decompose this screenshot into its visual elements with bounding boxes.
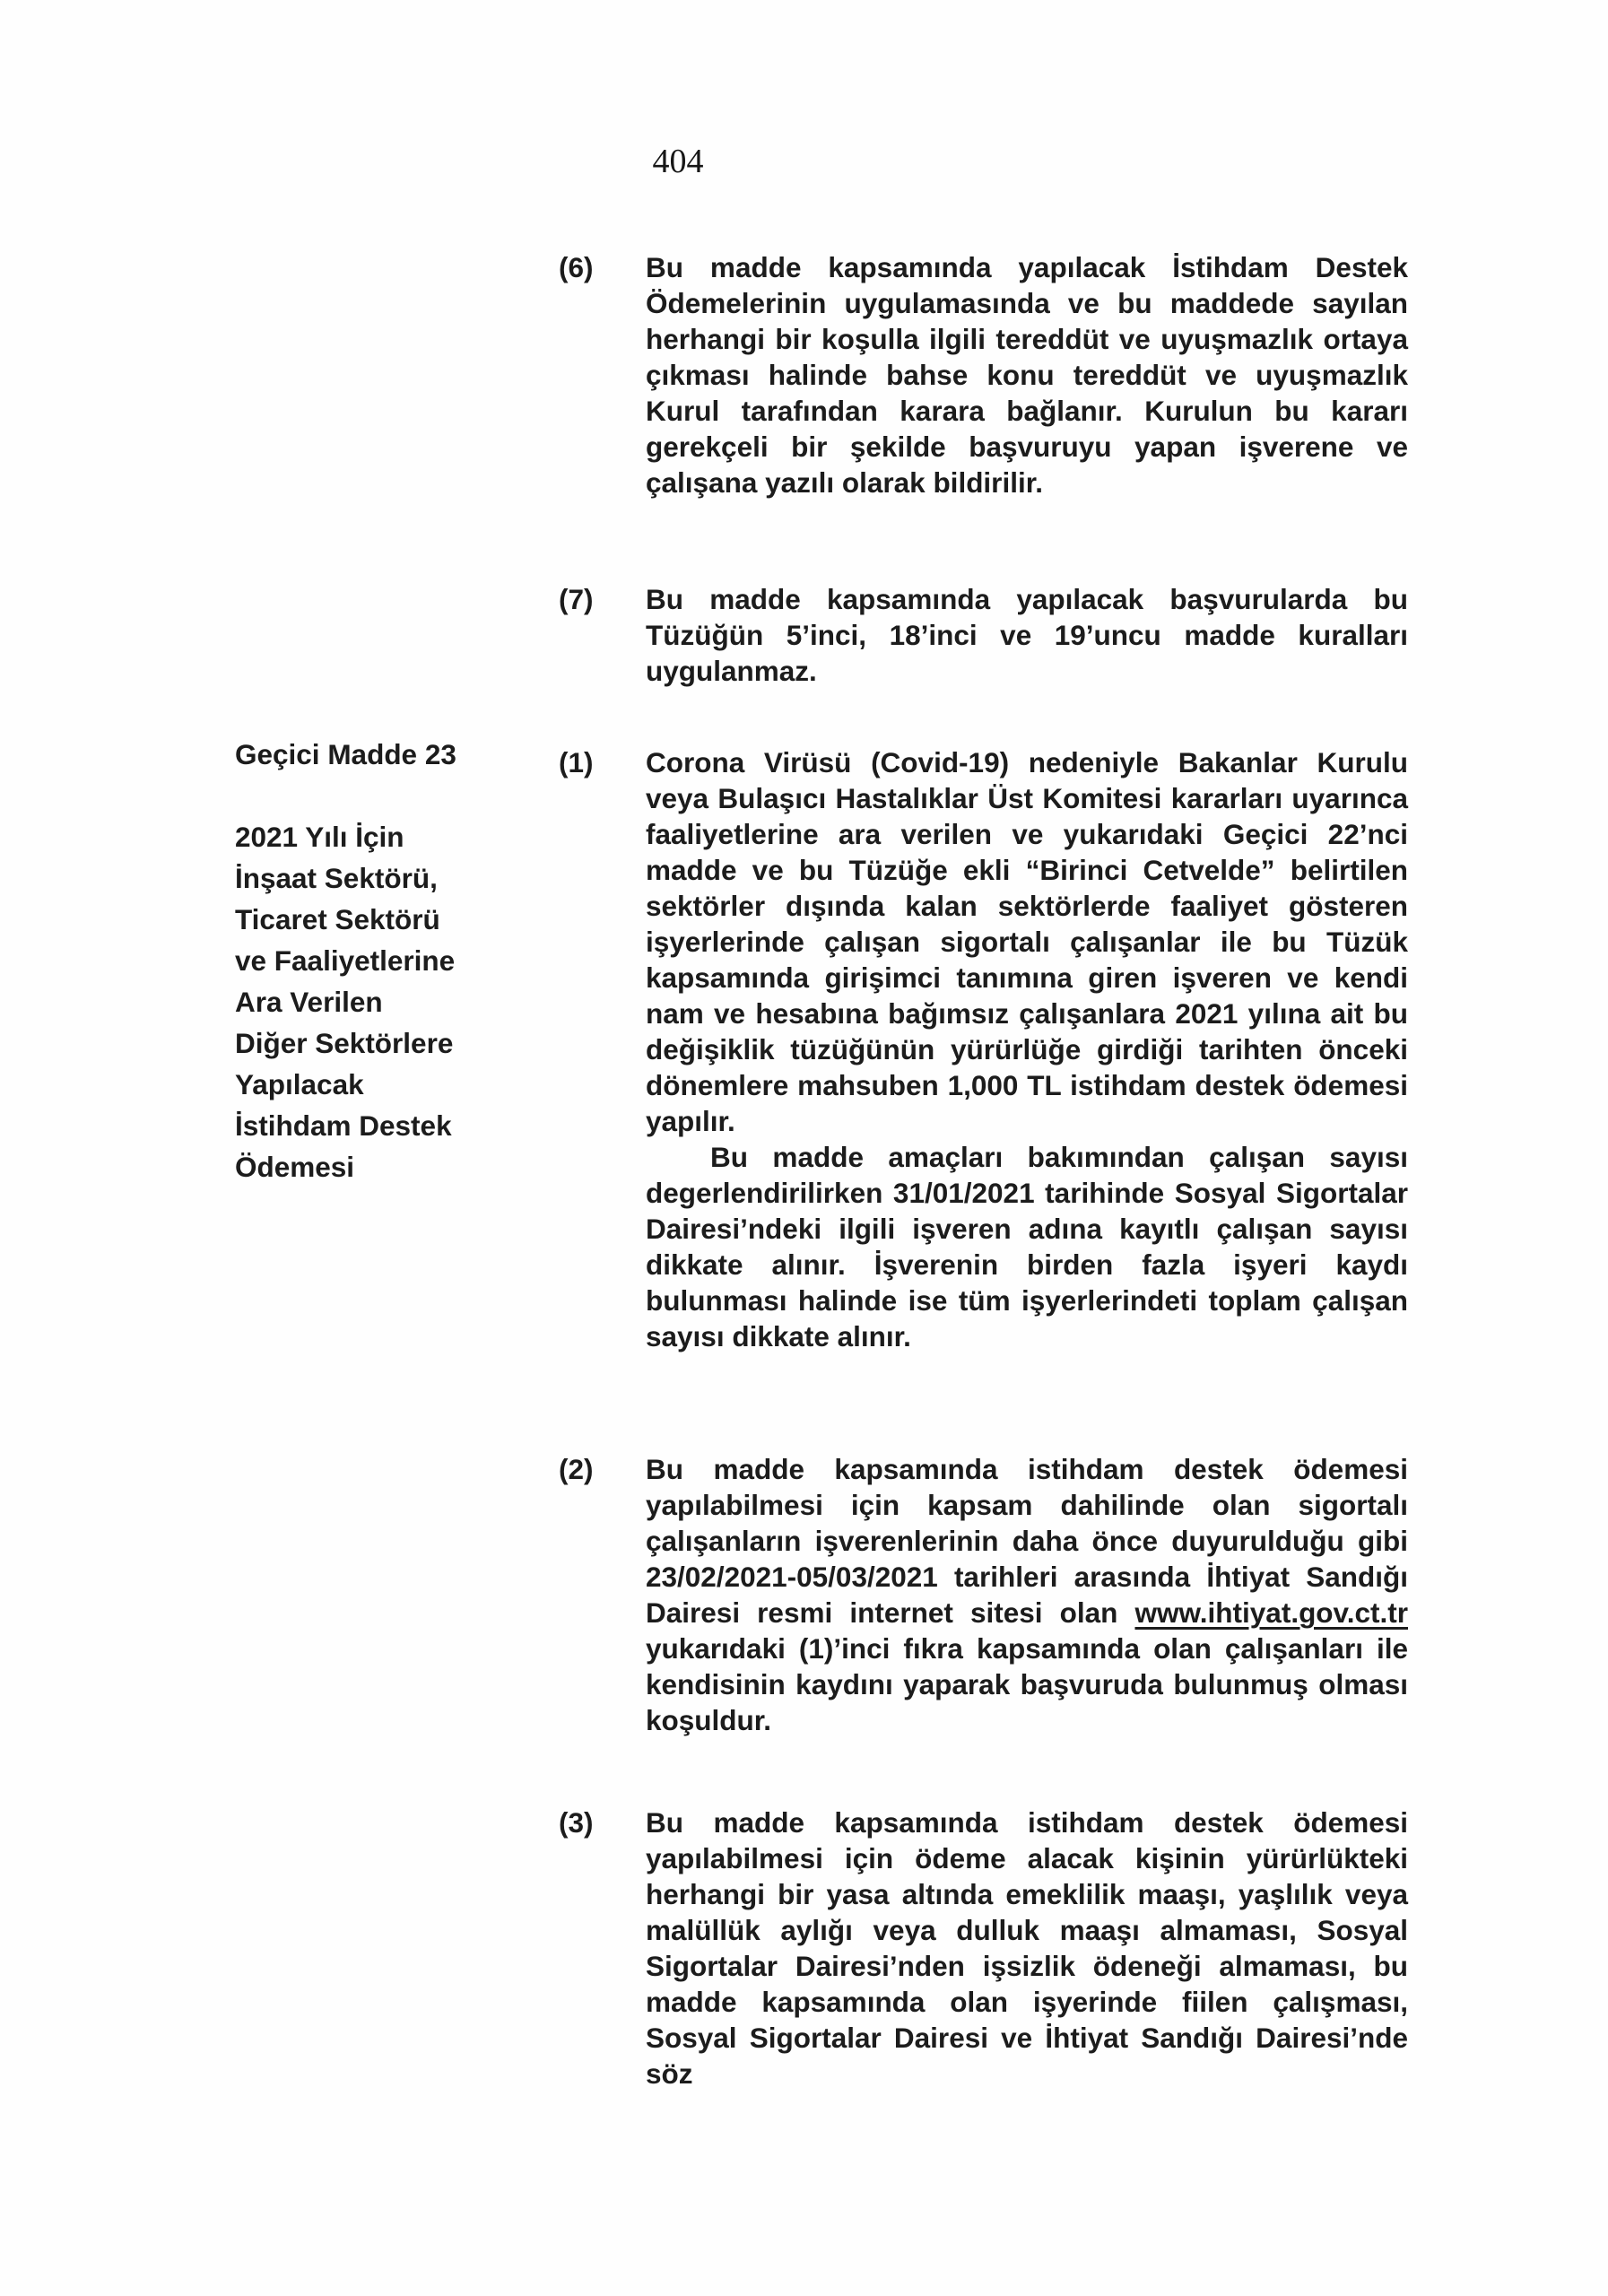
temp-article-clause-1: [559, 744, 1408, 1354]
clause-number: (1): [559, 746, 594, 778]
margin-subtitle-line: İstihdam Destek: [235, 1109, 452, 1142]
margin-subtitle-line: Ara Verilen: [235, 986, 383, 1018]
margin-article-title: Geçici Madde 23: [235, 738, 456, 770]
margin-note: [235, 734, 544, 1187]
clause-text: Corona Virüsü (Covid-19) nedeniyle Bakanlar Kurulu veya Bulaşıcı Hastalıklar Üst Komitesi kararları uyarınca faaliyetlerine ara verilen ve yukarıdaki Geçici 22’nci madde ve bu Tüzüğe ekli “Birinci Cetvelde” belirtilen sektörler dışında kalan sektörlerde faaliyet gösteren işyerlerinde çalışan sigortalı çalışanlar ile bu Tüzük kapsamında girişimci tanımına giren işveren ve kendi nam ve hesabına bağımsız çalışanlara 2021 yılına ait bu değişiklik tüzüğünün yürürlüğe girdiği tarihten önceki dönemlere mahsuben 1,000 TL istihdam destek ödemesi yapılır.: [646, 746, 1408, 1137]
clause-number: (3): [559, 1806, 594, 1839]
margin-subtitle-line: İnşaat Sektörü,: [235, 862, 438, 894]
temp-article-clause-2: [559, 1451, 1408, 1738]
margin-article-subtitle: [235, 816, 544, 1187]
temp-article-clause-3: [559, 1805, 1408, 2092]
clause-number: (2): [559, 1453, 594, 1485]
margin-subtitle-line: Diğer Sektörlere: [235, 1027, 454, 1059]
clause-text-after-link: yukarıdaki (1)’inci fıkra kapsamında olan çalışanları ile kendisinin kaydını yaparak başvuruda bulunmuş olması koşuldur.: [646, 1632, 1408, 1736]
margin-subtitle-line: ve Faaliyetlerine: [235, 944, 456, 977]
clause-number: (7): [559, 583, 594, 615]
ihtiyat-website-link[interactable]: www.ihtiyat.gov.ct.tr: [1134, 1596, 1408, 1629]
margin-subtitle-line: Ödemesi: [235, 1151, 355, 1183]
clause-6: [559, 249, 1408, 500]
clause-text: Bu madde kapsamında yapılacak İstihdam Destek Ödemelerinin uygulamasında ve bu maddede sayılan herhangi bir koşulla ilgili tereddüt ve uyuşmazlık ortaya çıkması halinde bahse konu tereddüt ve uyuşmazlık Kurul tarafından karara bağlanır. Kurulun bu kararı gerekçeli bir şekilde başvuruyu yapan işverene ve çalışana yazılı olarak bildirilir.: [646, 251, 1408, 499]
page-number: 404: [652, 143, 704, 180]
clause-text-continuation: Bu madde amaçları bakımından çalışan sayısı degerlendirilirken 31/01/2021 tarihinde Sosyal Sigortalar Dairesi’ndeki ilgili işveren adına kayıtlı çalışan sayısı dikkate alınır. İşverenin birden fazla işyeri kaydı bulunması halinde ise tüm işyerlerindeti toplam çalışan sayısı dikkate alınır.: [646, 1141, 1408, 1352]
margin-subtitle-line: 2021 Yılı İçin: [235, 821, 404, 853]
clause-text-before-link: Bu madde kapsamında istihdam destek ödemesi yapılabilmesi için kapsam dahilinde olan sigortalı çalışanların işverenlerinin daha önce duyurulduğu gibi 23/02/2021-05/03/2021 tarihleri arasında İhtiyat Sandığı Dairesi resmi internet sitesi olan: [646, 1453, 1408, 1629]
clause-7: [559, 581, 1408, 689]
clause-text: Bu madde kapsamında istihdam destek ödemesi yapılabilmesi için ödeme alacak kişinin yürürlükteki herhangi bir yasa altında emeklilik maaşı, yaşlılık veya malüllük aylığı veya dulluk maaşı almaması, Sosyal Sigortalar Dairesi’nden işsizlik ödeneği almaması, bu madde kapsamında olan işyerinde fiilen çalışması, Sosyal Sigortalar Dairesi ve İhtiyat Sandığı Dairesi’nde söz: [646, 1806, 1408, 2090]
clause-text: [646, 1451, 1408, 1738]
clause-text: Bu madde kapsamında yapılacak başvurularda bu Tüzüğün 5’inci, 18’inci ve 19’uncu madde kuralları uygulanmaz.: [646, 583, 1408, 687]
margin-subtitle-line: Yapılacak: [235, 1068, 364, 1100]
clause-number: (6): [559, 251, 594, 283]
article-body: [559, 249, 1408, 2092]
margin-subtitle-line: Ticaret Sektörü: [235, 903, 440, 935]
